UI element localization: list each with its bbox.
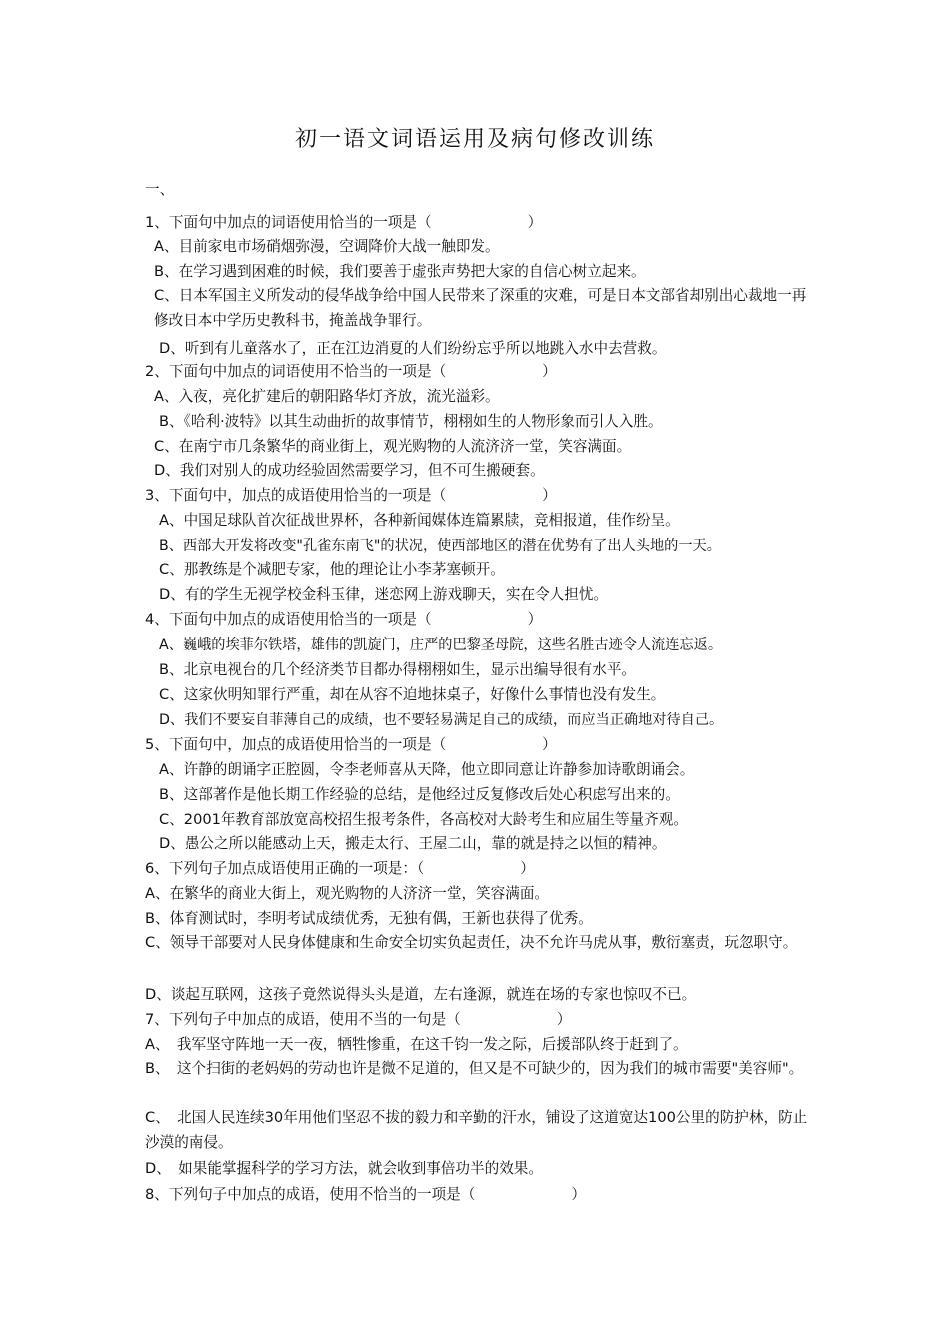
- option-6a: A、在繁华的商业大街上，观光购物的人济济一堂，笑容满面。: [145, 885, 550, 902]
- option-5b: B、这部著作是他长期工作经验的总结，是他经过反复修改后处心积虑写出来的。: [159, 786, 680, 803]
- question-stem: 1、下面句中加点的词语使用恰当的一项是（: [145, 214, 432, 231]
- option-2c: C、在南宁市几条繁华的商业街上，观光购物的人流济济一堂，笑容满面。: [154, 438, 632, 455]
- question-stem: 2、下面句中加点的词语使用不恰当的一项是（: [145, 363, 447, 380]
- page-title: 初一语文词语运用及病句修改训练: [294, 127, 655, 152]
- option-7c: C、 北国人民连续30年用他们坚忍不拔的毅力和辛勤的汗水，铺设了这道宽达100公里的防护林，防止沙漠的南侵。: [145, 1109, 808, 1151]
- close-paren: ）: [542, 736, 557, 753]
- close-paren: ）: [542, 487, 557, 504]
- close-paren: ）: [527, 611, 543, 628]
- option-6c: C、领导干部要对人民身体健康和生命安全切实负起责任，决不允许马虎从事，敷衍塞责，玩忽职守。: [145, 934, 798, 951]
- option-5c: C、2001年教育部放宽高校招生报考条件，各高校对大龄考生和应届生等量齐观。: [159, 811, 688, 828]
- close-paren: ）: [542, 363, 557, 380]
- section-number: 一、: [145, 181, 175, 198]
- option-2a: A、入夜，亮化扩建后的朝阳路华灯齐放，流光溢彩。: [154, 388, 500, 405]
- option-7b: B、 这个扫街的老妈妈的劳动也许是微不足道的，但又是不可缺少的，因为我们的城市需要"美容师"。: [145, 1060, 804, 1077]
- close-paren: ）: [527, 214, 543, 231]
- question-stem: 4、下面句中加点的成语使用恰当的一项是（: [145, 611, 432, 628]
- close-paren: ）: [556, 1011, 572, 1028]
- question-7: [145, 1010, 815, 1030]
- question-1: [145, 213, 815, 233]
- option-4a: A、巍峨的埃菲尔铁塔，雄伟的凯旋门，庄严的巴黎圣母院，这些名胜古迹令人流连忘返。: [159, 637, 723, 653]
- question-8: [145, 1185, 815, 1205]
- question-3: [145, 486, 815, 506]
- option-1c: C、日本军国主义所发动的侵华战争给中国人民带来了深重的灾难，可是日本文部省却别出心裁地一再修改日本中学历史教科书，掩盖战争罪行。: [154, 287, 807, 329]
- close-paren: ）: [571, 1186, 586, 1203]
- option-2d: D、我们对别人的成功经验固然需要学习，但不可生搬硬套。: [154, 462, 545, 479]
- option-1a: A、目前家电市场硝烟弥漫，空调降价大战一触即发。: [154, 238, 500, 255]
- option-6d: D、谈起互联网，这孩子竟然说得头头是道，左右逢源，就连在场的专家也惊叹不已。: [145, 986, 697, 1003]
- option-5d: D、愚公之所以能感动上天，搬走太行、王屋二山，靠的就是持之以恒的精神。: [159, 835, 667, 852]
- question-stem: 7、下列句子中加点的成语，使用不当的一句是（: [145, 1011, 461, 1028]
- option-6b: B、体育测试时，李明考试成绩优秀，无独有偶，王新也获得了优秀。: [145, 910, 593, 927]
- option-4c: C、这家伙明知罪行严重，却在从容不迫地抹桌子，好像什么事情也没有发生。: [159, 686, 666, 703]
- option-4d: D、我们不要妄自菲薄自己的成绩，也不要轻易满足自己的成绩，而应当正确地对待自己。: [159, 712, 724, 728]
- option-5a: A、许静的朗诵字正腔圆，令李老师喜从天降，他立即同意让许静参加诗歌朗诵会。: [159, 761, 695, 778]
- question-6: [145, 859, 815, 879]
- question-2: [145, 362, 815, 382]
- question-stem: 3、下面句中，加点的成语使用恰当的一项是（: [145, 487, 447, 504]
- question-stem: 5、下面句中，加点的成语使用恰当的一项是（: [145, 736, 447, 753]
- option-1b: B、在学习遇到困难的时候，我们要善于虚张声势把大家的自信心树立起来。: [154, 263, 646, 280]
- question-stem: 8、下列句子中加点的成语，使用不恰当的一项是（: [145, 1186, 476, 1203]
- option-1d: D、听到有儿童落水了，正在江边消夏的人们纷纷忘乎所以地跳入水中去营救。: [159, 340, 667, 357]
- question-4: [145, 610, 815, 630]
- option-2b: B、《哈利·波特》以其生动曲折的故事情节，栩栩如生的人物形象而引人入胜。: [159, 413, 663, 430]
- option-3c: C、那教练是个减肥专家，他的理论让小李茅塞顿开。: [159, 561, 505, 578]
- question-stem: 6、下列句子加点成语使用正确的一项是：（: [145, 860, 425, 877]
- option-7a: A、 我军坚守阵地一天一夜，牺牲惨重，在这千钧一发之际，后援部队终于赶到了。: [145, 1036, 688, 1053]
- question-5: [145, 735, 815, 755]
- option-3b: B、西部大开发将改变"孔雀东南飞"的状况，使西部地区的潜在优势有了出人头地的一天。: [159, 538, 721, 554]
- option-3a: A、中国足球队首次征战世界杯，各种新闻媒体连篇累牍，竞相报道，佳作纷呈。: [159, 512, 680, 529]
- option-4b: B、北京电视台的几个经济类节目都办得栩栩如生，显示出编导很有水平。: [159, 661, 637, 678]
- close-paren: ）: [520, 860, 535, 877]
- option-3d: D、有的学生无视学校金科玉律，迷恋网上游戏聊天，实在令人担忧。: [159, 586, 609, 603]
- option-7d: D、 如果能掌握科学的学习方法，就会收到事倍功半的效果。: [145, 1160, 543, 1177]
